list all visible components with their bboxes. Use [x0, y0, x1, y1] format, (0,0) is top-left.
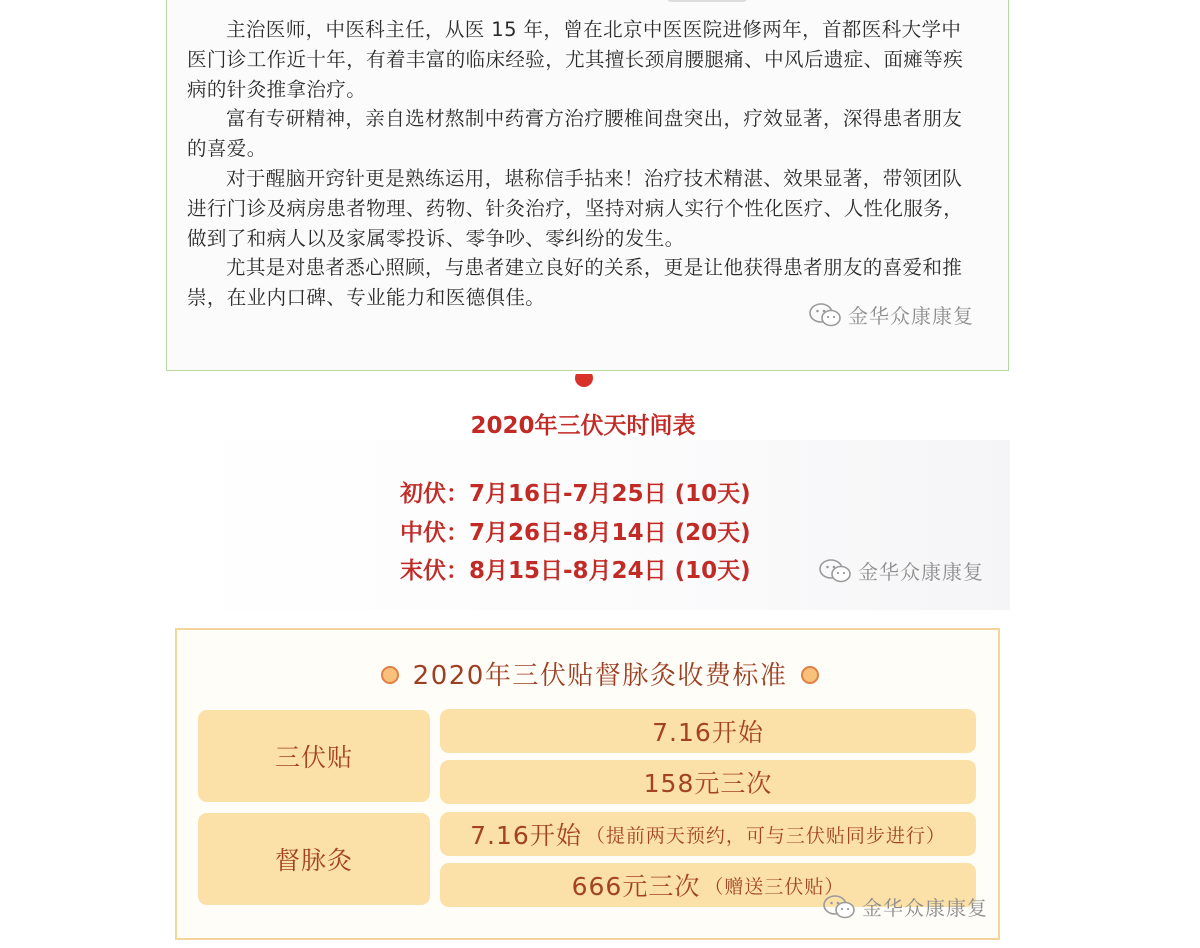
schedule-title: 2020年三伏天时间表: [470, 413, 696, 439]
red-dot-decoration: [575, 374, 593, 388]
fee-title-text: 2020年三伏贴督脉灸收费标准: [412, 661, 788, 691]
watermark: [818, 556, 984, 585]
bio-paragraph: 主治医师，中医科主任，从医 15 年，曾在北京中医医院进修两年，首都医科大学中医门诊工作近十年，有着丰富的临床经验，尤其擅长颈肩腰腿痛、中风后遗症、面瘫等疾病的针灸推拿治疗。: [187, 18, 964, 101]
watermark: [808, 300, 974, 329]
fee-item-name-text: 督脉灸: [274, 846, 353, 875]
bio-paragraph: 对于醒脑开窍针更是熟练运用，堪称信手拈来！治疗技术精湛、效果显著，带领团队进行门诊及病房患者物理、药物、针灸治疗，坚持对病人实行个性化医疗、人性化服务，做到了和病人以及家属零投诉、零争吵、零纠纷的发生。: [187, 166, 964, 250]
watermark-text: 金华众康康复: [862, 896, 988, 920]
bullet-dot-icon: [381, 666, 399, 684]
schedule-row-chufu: 初伏：7月16日-7月25日 (10天): [400, 481, 751, 507]
schedule-list: [400, 475, 751, 591]
fee-price-cell: [440, 760, 976, 804]
bio-paragraph: 富有专研精神，亲自选材熬制中药膏方治疗腰椎间盘突出，疗效显著，深得患者朋友的喜爱。: [187, 107, 963, 161]
watermark: [822, 892, 988, 921]
schedule-row-zhongfu: 中伏：7月26日-8月14日 (20天): [400, 519, 751, 546]
fee-start-text: 7.16开始: [652, 718, 764, 747]
bio-text: [187, 15, 977, 313]
bio-paragraph: 尤其是对患者悉心照顾，与患者建立良好的关系，更是让他获得患者朋友的喜爱和推崇，在业内口碑、专业能力和医德俱佳。: [187, 256, 963, 310]
wechat-icon: [808, 302, 842, 328]
bullet-dot-icon: [801, 666, 819, 684]
watermark-text: 金华众康康复: [858, 560, 984, 584]
fee-start-cell: [440, 709, 976, 753]
fee-start-cell: [440, 812, 976, 856]
fee-item-name-text: 三伏贴: [274, 743, 353, 772]
fee-item-name: [198, 813, 430, 905]
watermark-text: 金华众康康复: [848, 304, 974, 328]
fee-price-text: 666元三次: [571, 872, 701, 901]
wechat-icon: [822, 894, 856, 920]
wechat-icon: [818, 558, 852, 584]
fee-title: [0, 655, 1200, 692]
fee-item-name: [198, 710, 430, 802]
fee-price-text: 158元三次: [643, 769, 773, 798]
fee-start-note: （提前两天预约，可与三伏贴同步进行）: [585, 824, 946, 847]
schedule-row-mofu: 末伏：8月15日-8月24日 (10天): [400, 558, 751, 584]
card-top-tab: [667, 0, 747, 2]
fee-start-text: 7.16开始: [470, 821, 582, 850]
fee-price-note: （赠送三伏贴）: [704, 875, 845, 898]
